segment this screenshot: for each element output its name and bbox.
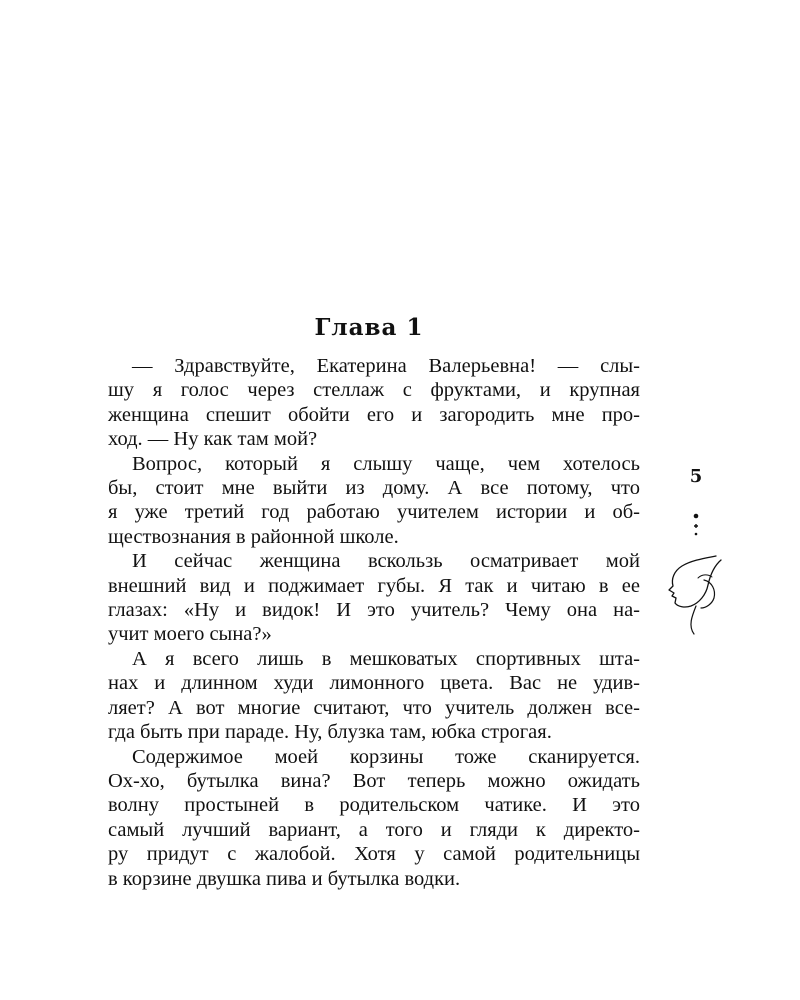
- paragraph-5: [108, 745, 640, 891]
- page-number: 5: [689, 466, 703, 487]
- text-line: А я всего лишь в мешковатых спортивных шта-: [132, 647, 640, 670]
- text-line: бы, стоит мне выйти из дому. А все потому, что: [108, 477, 640, 500]
- text-line: самый лучший вариант, а того и гляди к директо-: [108, 818, 640, 841]
- chapter-title: Глава 1: [314, 314, 424, 341]
- text-line: И сейчас женщина вскользь осматривает мой: [132, 550, 640, 573]
- text-line: ляет? А вот многие считают, что учитель должен все-: [108, 696, 640, 719]
- paragraph-1: [108, 354, 640, 452]
- text-line: учит моего сына?»: [108, 623, 272, 646]
- text-line: нах и длинном худи лимонного цвета. Вас не удив-: [108, 672, 640, 695]
- text-line: женщина спешит обойти его и загородить мне про-: [108, 403, 640, 426]
- text-line: внешний вид и поджимает губы. Я так и читаю в ее: [108, 574, 640, 597]
- text-line: в корзине двушка пива и бутылка водки.: [108, 867, 461, 890]
- paragraph-3: [108, 549, 640, 647]
- text-line: глазах: «Ну и видок! И это учитель? Чему она на-: [108, 599, 640, 622]
- text-line: ру придут с жалобой. Хотя у самой родительницы: [108, 843, 640, 866]
- text-line: Содержимое моей корзины тоже сканируется.: [132, 745, 640, 768]
- paragraph-2: [108, 452, 640, 550]
- text-line: гда быть при параде. Ну, блузка там, юбка строгая.: [108, 721, 552, 744]
- text-line: Ох-хо, бутылка вина? Вот теперь можно ожидать: [108, 769, 640, 792]
- body-text: [108, 354, 640, 891]
- paragraph-4: [108, 647, 640, 745]
- face-ornament-icon: [658, 500, 728, 640]
- text-line: волну простыней в родительском чатике. И это: [108, 794, 640, 817]
- text-line: шу я голос через стеллаж с фруктами, и крупная: [108, 379, 640, 402]
- text-line: Вопрос, который я слышу чаще, чем хотелось: [132, 452, 640, 475]
- text-line: ход. — Ну как там мой?: [108, 428, 318, 451]
- text-line: — Здравствуйте, Екатерина Валерьевна! — слы-: [132, 355, 640, 377]
- text-line: я уже третий год работаю учителем истории и об-: [108, 501, 640, 524]
- text-line: ществознания в районной школе.: [108, 525, 399, 548]
